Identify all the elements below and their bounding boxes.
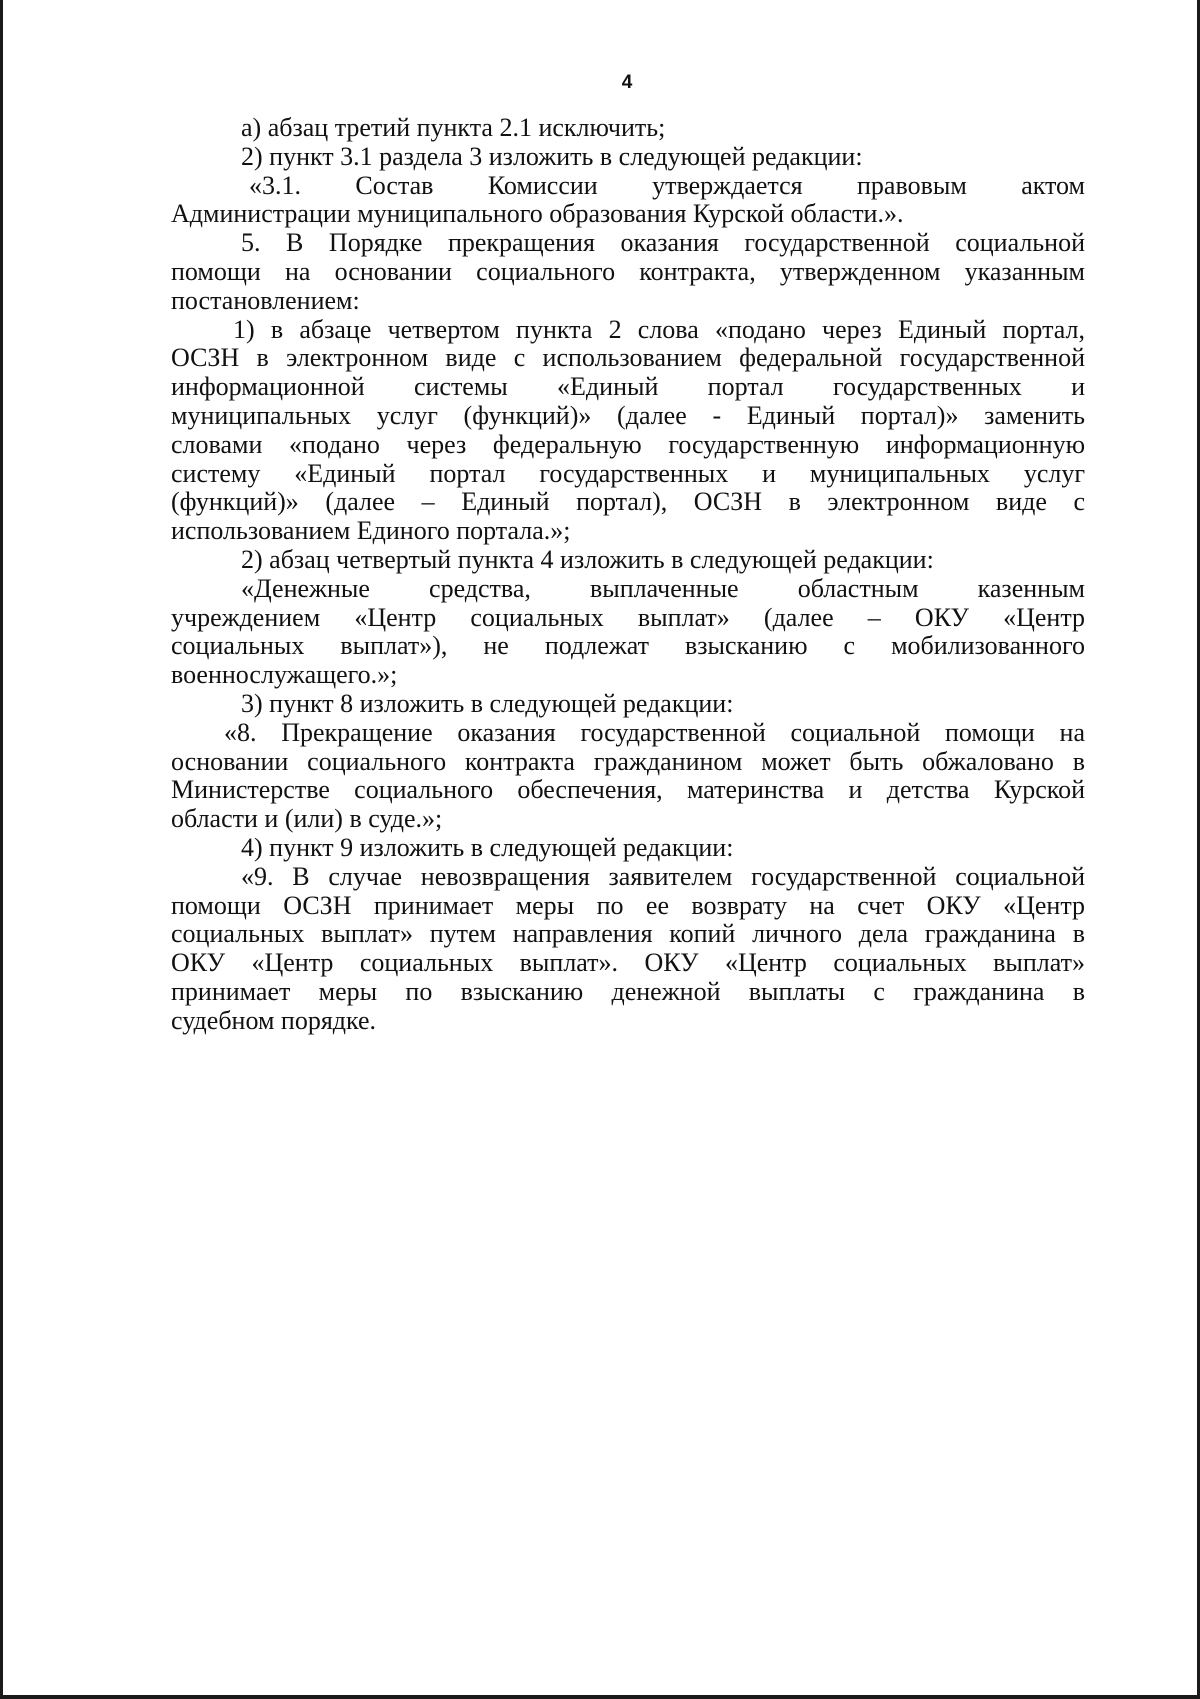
- text-line: судебном порядке.: [171, 1005, 377, 1035]
- text-line: 3) пункт 8 изложить в следующей редакции:: [241, 688, 734, 718]
- text-line: помощи ОСЗН принимает меры по ее возврату на счет ОКУ «Центр: [171, 890, 1085, 920]
- text-line: учреждением «Центр социальных выплат» (далее – ОКУ «Центр: [171, 602, 1085, 632]
- text-line: «9. В случае невозвращения заявителем государственной социальной: [241, 861, 1085, 891]
- text-line: (функций)» (далее – Единый портал), ОСЗН в электронном виде с: [171, 487, 1085, 517]
- text-line: «8. Прекращение оказания государственной социальной помощи на: [224, 717, 1085, 747]
- text-line: ОСЗН в электронном виде с использованием федеральной государственной: [171, 343, 1085, 373]
- text-line: 2) абзац четвертый пункта 4 изложить в следующей редакции:: [241, 544, 934, 574]
- page-number: 4: [621, 72, 633, 93]
- text-line: использованием Единого портала.»;: [171, 516, 571, 546]
- text-line: систему «Единый портал государственных и муниципальных услуг: [171, 458, 1085, 488]
- text-line: помощи на основании социального контракта, утвержденном указанным: [171, 256, 1085, 286]
- text-line: 2) пункт 3.1 раздела 3 изложить в следующей редакции:: [241, 141, 863, 171]
- scan-edge-bottom: [0, 1695, 1200, 1699]
- text-line: «3.1. Состав Комиссии утверждается правовым актом: [249, 170, 1085, 200]
- text-line: 1) в абзаце четвертом пункта 2 слова «подано через Единый портал,: [233, 314, 1085, 344]
- text-line: ОКУ «Центр социальных выплат». ОКУ «Центр социальных выплат»: [171, 948, 1085, 978]
- text-line: социальных выплат»), не подлежат взысканию с мобилизованного: [171, 631, 1085, 661]
- text-line: принимает меры по взысканию денежной выплаты с гражданина в: [171, 976, 1085, 1006]
- scan-edge-left: [0, 0, 3, 1699]
- text-line: словами «подано через федеральную государственную информационную: [171, 429, 1085, 459]
- text-line: муниципальных услуг (функций)» (далее - Единый портал)» заменить: [171, 400, 1085, 430]
- document-body: [171, 114, 1085, 1036]
- text-line: постановлением:: [171, 285, 360, 315]
- text-line: 4) пункт 9 изложить в следующей редакции:: [241, 832, 734, 862]
- text-line: области и (или) в суде.»;: [171, 804, 443, 834]
- text-line: 5. В Порядке прекращения оказания государственной социальной: [241, 228, 1085, 258]
- text-line: Министерстве социального обеспечения, материнства и детства Курской: [171, 775, 1085, 805]
- text-line: Администрации муниципального образования Курской области.».: [171, 199, 904, 229]
- text-line: а) абзац третий пункта 2.1 исключить;: [241, 113, 666, 142]
- text-line: «Денежные средства, выплаченные областным казенным: [241, 573, 1085, 603]
- text-line: военнослужащего.»;: [171, 660, 398, 690]
- text-line: социальных выплат» путем направления копий личного дела гражданина в: [171, 919, 1085, 949]
- text-line: информационной системы «Единый портал государственных и: [171, 372, 1085, 402]
- text-line: основании социального контракта гражданином может быть обжаловано в: [171, 746, 1085, 776]
